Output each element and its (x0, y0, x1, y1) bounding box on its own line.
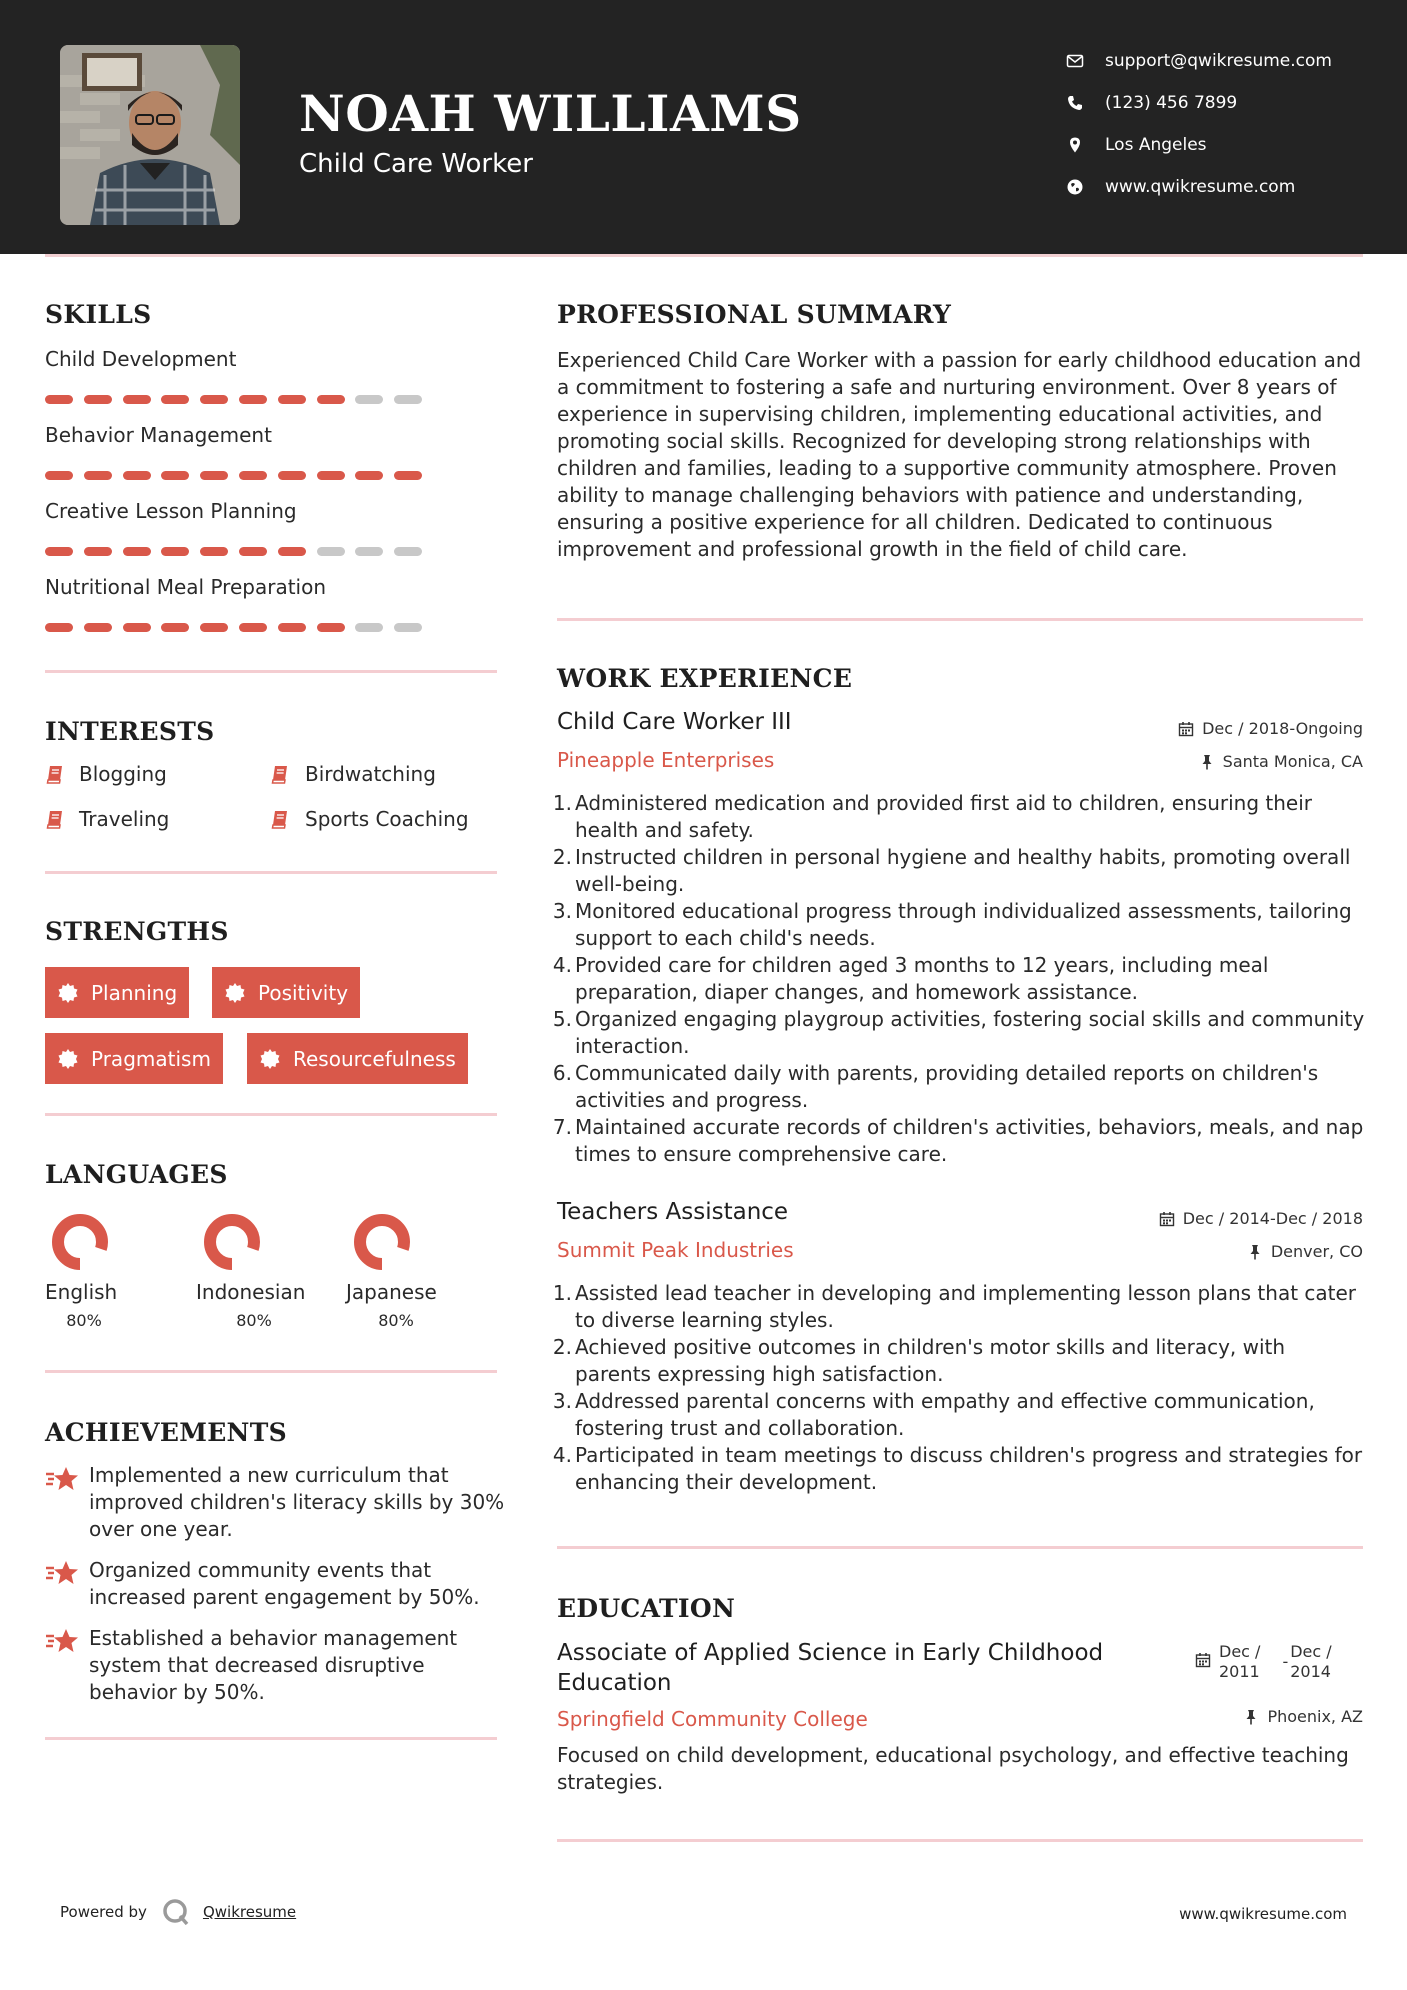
candidate-name: NOAH WILLIAMS (299, 84, 802, 143)
section-divider (557, 1839, 1363, 1842)
education-end-month: Dec / (1290, 1642, 1332, 1661)
strength-chip: Resourcefulness (247, 1033, 468, 1084)
rating-dash-filled (161, 395, 189, 404)
contact-list (1066, 40, 1396, 208)
rating-dash-filled (161, 623, 189, 632)
job-duty-item: 6. Communicated daily with parents, providing detailed reports on children's activities and progress. (552, 1061, 1319, 1112)
contact-website[interactable]: www.qwikresume.com (1066, 166, 1396, 208)
rating-dash-filled (200, 623, 228, 632)
rating-dash-filled (200, 471, 228, 480)
rating-dash-filled (84, 547, 112, 556)
rating-dash-filled (123, 547, 151, 556)
job-company: Pineapple Enterprises (557, 748, 775, 772)
book-icon (270, 764, 290, 784)
language-percent: 80% (236, 1311, 272, 1330)
rating-dash-filled (45, 471, 73, 480)
job-duty-item: 3. Monitored educational progress through individualized assessments, tailoring support to each child's needs. (552, 899, 1352, 950)
job-duty-item: 2. Instructed children in personal hygiene and healthy habits, promoting overall well-being. (552, 845, 1351, 896)
rating-dash-empty (355, 547, 383, 556)
rating-dash-empty (394, 547, 422, 556)
section-divider (45, 670, 497, 673)
section-divider (557, 618, 1363, 621)
rating-dash-filled (123, 471, 151, 480)
interest-item: Sports Coaching (305, 807, 469, 831)
education-description: Focused on child development, educational psychology, and effective teaching strategies. (557, 1743, 1349, 1794)
strength-chip: Planning (45, 967, 189, 1018)
qwikresume-link[interactable]: Qwikresume (202, 1903, 297, 1921)
section-divider (45, 1737, 497, 1740)
rating-dash-filled (45, 395, 73, 404)
job-duty-item: 1. Administered medication and provided first aid to children, ensuring their health and safety. (552, 791, 1312, 842)
language-percent: 80% (378, 1311, 414, 1330)
language-ring (350, 1210, 414, 1274)
job-duty-item: 5. Organized engaging playgroup activities, fostering social skills and community interaction. (552, 1007, 1365, 1058)
language-progress-arc (210, 1220, 254, 1264)
rating-dash-filled (123, 395, 151, 404)
footer-website[interactable]: www.qwikresume.com (1179, 1905, 1347, 1923)
languages-heading: LANGUAGES (45, 1160, 228, 1189)
language-ring (200, 1210, 264, 1274)
rating-dash-filled (239, 547, 267, 556)
rating-dash-filled (278, 471, 306, 480)
rating-dash-filled (278, 395, 306, 404)
rating-dash-filled (239, 471, 267, 480)
profile-photo (60, 45, 240, 225)
language-name: Indonesian (196, 1280, 306, 1304)
contact-location: Los Angeles (1066, 124, 1396, 166)
job-role: Child Care Worker III (557, 709, 792, 735)
star-award-icon (45, 1560, 79, 1588)
summary-heading: PROFESSIONAL SUMMARY (557, 300, 952, 329)
rating-dash-filled (317, 395, 345, 404)
education-dates: Dec / 2011 - Dec / 2014 (1195, 1642, 1332, 1682)
rating-dash-filled (45, 623, 73, 632)
rating-dash-empty (317, 547, 345, 556)
rating-dash-filled (317, 623, 345, 632)
envelope-icon (1066, 52, 1084, 70)
footer-powered-by: Powered by Qwikresume (60, 1897, 296, 1927)
job-dates: Dec / 2014-Dec / 2018 (1159, 1209, 1363, 1228)
language-progress-arc (58, 1220, 102, 1264)
job-duties-list (552, 1280, 1365, 1496)
calendar-icon (1195, 1652, 1211, 1668)
rating-dash-filled (278, 623, 306, 632)
summary-text: Experienced Child Care Worker with a passion for early childhood education and a commitment to fostering a safe and nurturing environment. Over 8 years of experience in supervising children, implementing educational activities, and promoting social skills. Recognized for developing strong relationships with children and families, leading to a supportive community atmosphere. Proven ability to manage challenging behaviors with patience and understanding, ensuring a positive experience for all children. Dedicated to continuous improvement and professional growth in the field of child care. (557, 348, 1362, 561)
interests-heading: INTERESTS (45, 717, 215, 746)
skill-name: Nutritional Meal Preparation (45, 575, 327, 599)
education-heading: EDUCATION (557, 1594, 736, 1623)
interest-item: Blogging (79, 762, 167, 786)
candidate-title: Child Care Worker (299, 149, 533, 179)
badge-icon (259, 1048, 281, 1070)
strength-chip: Pragmatism (45, 1033, 223, 1084)
badge-icon (224, 982, 246, 1004)
phone-icon (1066, 94, 1084, 112)
achievement-item: Established a behavior management system that decreased disruptive behavior by 50%. (89, 1626, 458, 1704)
education-school: Springfield Community College (557, 1707, 868, 1731)
book-icon (45, 809, 65, 829)
rating-dash-filled (200, 547, 228, 556)
map-pin-icon (1066, 136, 1084, 154)
job-duty-item: 7. Maintained accurate records of children's activities, behaviors, meals, and nap times to ensure comprehensive care. (552, 1115, 1364, 1166)
badge-icon (57, 982, 79, 1004)
rating-dash-empty (394, 395, 422, 404)
rating-dash-filled (239, 623, 267, 632)
pushpin-icon (1247, 1244, 1263, 1260)
qwikresume-logo-icon (161, 1897, 191, 1927)
rating-dash-filled (355, 471, 383, 480)
rating-dash-filled (317, 471, 345, 480)
job-location: Santa Monica, CA (1199, 752, 1363, 771)
language-progress-arc (360, 1220, 404, 1264)
education-location: Phoenix, AZ (1243, 1707, 1363, 1726)
skill-name: Creative Lesson Planning (45, 499, 297, 523)
rating-dash-filled (200, 395, 228, 404)
job-company: Summit Peak Industries (557, 1238, 794, 1262)
contact-phone[interactable]: (123) 456 7899 (1066, 82, 1396, 124)
rating-dash-empty (355, 395, 383, 404)
job-duty-item: 2. Achieved positive outcomes in children's motor skills and literacy, with parents expressing high satisfaction. (552, 1335, 1286, 1386)
calendar-icon (1159, 1211, 1175, 1227)
skills-heading: SKILLS (45, 300, 152, 329)
rating-dash-filled (45, 547, 73, 556)
calendar-icon (1178, 721, 1194, 737)
strengths-heading: STRENGTHS (45, 917, 229, 946)
language-name: English (45, 1280, 118, 1304)
star-award-icon (45, 1466, 79, 1494)
section-divider (45, 1113, 497, 1116)
skill-name: Child Development (45, 347, 237, 371)
pushpin-icon (1243, 1709, 1259, 1725)
job-role: Teachers Assistance (557, 1199, 789, 1225)
badge-icon (57, 1048, 79, 1070)
rating-dash-filled (84, 623, 112, 632)
rating-dash-empty (394, 623, 422, 632)
achievement-item: Implemented a new curriculum that improved children's literacy skills by 30% over one year. (89, 1463, 505, 1541)
language-percent: 80% (66, 1311, 102, 1330)
section-divider (45, 871, 497, 874)
achievements-heading: ACHIEVEMENTS (45, 1418, 287, 1447)
job-duty-item: 1. Assisted lead teacher in developing and implementing lesson plans that cater to diverse learning styles. (552, 1281, 1357, 1332)
rating-dash-filled (123, 623, 151, 632)
section-divider (45, 1370, 497, 1373)
education-start-year: 2011 (1219, 1662, 1260, 1681)
achievement-item: Organized community events that increased parent engagement by 50%. (89, 1558, 480, 1609)
rating-dash-filled (84, 395, 112, 404)
rating-dash-filled (278, 547, 306, 556)
rating-dash-empty (355, 623, 383, 632)
job-duty-item: 4. Participated in team meetings to discuss children's progress and strategies for enhancing their development. (552, 1443, 1363, 1494)
skill-name: Behavior Management (45, 423, 272, 447)
header-divider (45, 254, 1363, 257)
work-experience-heading: WORK EXPERIENCE (557, 664, 853, 693)
interest-item: Traveling (79, 807, 170, 831)
education-degree: Associate of Applied Science in Early Childhood Education (557, 1640, 1104, 1696)
rating-dash-filled (161, 547, 189, 556)
language-name: Japanese (346, 1280, 437, 1304)
job-duty-item: 4. Provided care for children aged 3 months to 12 years, including meal preparation, diaper changes, and homework assistance. (552, 953, 1269, 1004)
job-location: Denver, CO (1247, 1242, 1363, 1261)
rating-dash-filled (239, 395, 267, 404)
job-duty-item: 3. Addressed parental concerns with empathy and effective communication, fostering trust and collaboration. (552, 1389, 1315, 1440)
language-ring (48, 1210, 112, 1274)
star-award-icon (45, 1628, 79, 1656)
rating-dash-filled (394, 471, 422, 480)
rating-dash-filled (161, 471, 189, 480)
globe-icon (1066, 178, 1084, 196)
contact-email[interactable]: support@qwikresume.com (1066, 40, 1396, 82)
pushpin-icon (1199, 754, 1215, 770)
book-icon (270, 809, 290, 829)
strength-chip: Positivity (212, 967, 360, 1018)
book-icon (45, 764, 65, 784)
education-end-year: 2014 (1290, 1662, 1331, 1681)
rating-dash-filled (84, 471, 112, 480)
section-divider (557, 1546, 1363, 1549)
job-dates: Dec / 2018-Ongoing (1178, 719, 1363, 738)
job-duties-list (552, 790, 1365, 1168)
resume-header (0, 0, 1407, 254)
interest-item: Birdwatching (305, 762, 436, 786)
education-start-month: Dec / (1219, 1642, 1261, 1661)
